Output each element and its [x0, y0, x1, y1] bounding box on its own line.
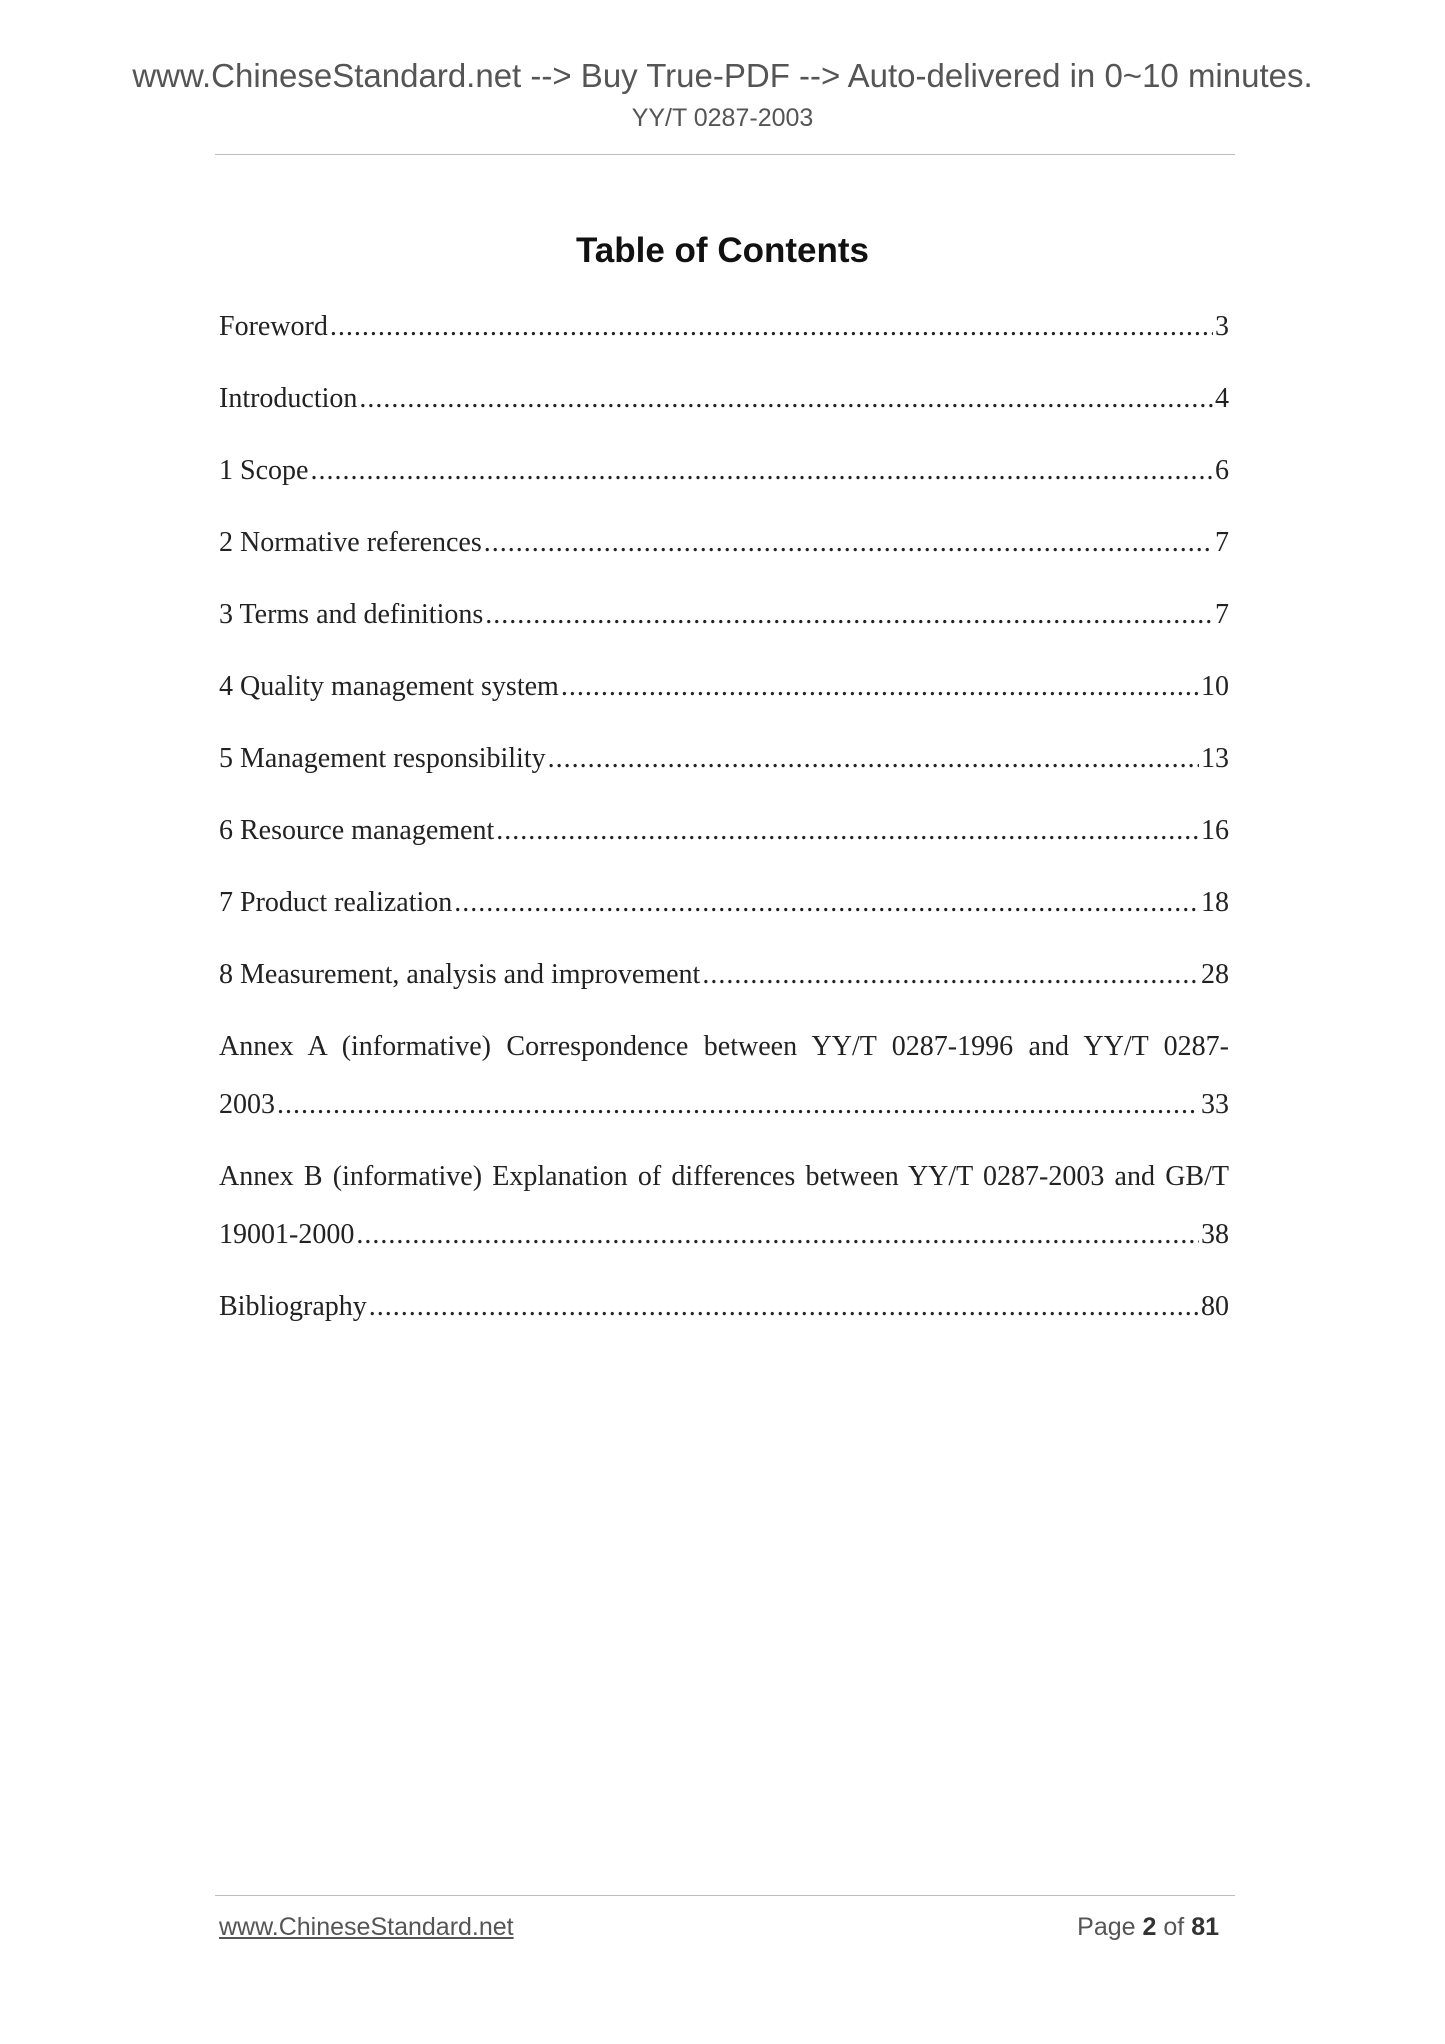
toc-entry-label: 6 Resource management	[219, 815, 495, 846]
dot-leader	[485, 598, 1213, 632]
page-of: of	[1163, 1913, 1185, 1941]
toc-entry-page: 3	[1215, 311, 1229, 342]
toc-entry-label: 7 Product realization	[219, 887, 453, 918]
toc-entry-page: 38	[1201, 1219, 1229, 1250]
footer-divider	[215, 1895, 1235, 1896]
dot-leader	[277, 1088, 1199, 1122]
dot-leader	[484, 526, 1213, 560]
document-code: YY/T 0287-2003	[631, 104, 814, 132]
toc-entry[interactable]	[219, 670, 1229, 704]
toc-entry-label: 2 Normative references	[219, 527, 482, 558]
page-current: 2	[1142, 1913, 1157, 1941]
dot-leader	[454, 886, 1199, 920]
header-banner: www.ChineseStandard.net --> Buy True-PDF --> Auto-delivered in 0~10 minutes.	[132, 57, 1313, 94]
dot-leader	[359, 382, 1213, 416]
toc-entry-label: 2003	[219, 1089, 275, 1120]
toc-entry-page: 18	[1201, 887, 1229, 918]
page-number	[1077, 1910, 1219, 1944]
toc-entry-lead: Annex A (informative) Correspondence between YY/T 0287-1996 and YY/T 0287-	[219, 1031, 1229, 1062]
dot-leader	[561, 670, 1199, 704]
toc-entry-label: Bibliography	[219, 1291, 367, 1322]
toc-entry[interactable]	[219, 886, 1229, 920]
page-word: Page	[1077, 1913, 1136, 1941]
dot-leader	[702, 958, 1199, 992]
toc-entry-page: 33	[1201, 1089, 1229, 1120]
dot-leader	[330, 310, 1213, 344]
toc-entry[interactable]	[219, 526, 1229, 560]
dot-leader	[548, 742, 1199, 776]
toc-entry-label: 3 Terms and definitions	[219, 599, 484, 630]
toc-entry[interactable]	[219, 742, 1229, 776]
toc-entry-page: 6	[1215, 455, 1229, 486]
toc-entry[interactable]	[219, 958, 1229, 992]
dot-leader	[369, 1290, 1199, 1324]
header-divider	[215, 154, 1235, 155]
toc-entry-label: 1 Scope	[219, 455, 309, 486]
toc-entry-label: Introduction	[219, 383, 358, 414]
page-total: 81	[1191, 1913, 1219, 1941]
toc-entry-label: Foreword	[219, 311, 328, 342]
toc-entry-page: 7	[1215, 599, 1229, 630]
toc-entry[interactable]	[219, 1030, 1229, 1122]
toc-entry[interactable]	[219, 1290, 1229, 1324]
toc-entry[interactable]	[219, 310, 1229, 344]
toc-entry[interactable]	[219, 598, 1229, 632]
toc-entry[interactable]	[219, 382, 1229, 416]
toc-entry-lead: Annex B (informative) Explanation of differences between YY/T 0287-2003 and GB/T	[219, 1161, 1229, 1192]
toc-entry-page: 7	[1215, 527, 1229, 558]
toc-entry-label: 5 Management responsibility	[219, 743, 546, 774]
dot-leader	[310, 454, 1213, 488]
toc-entry[interactable]	[219, 454, 1229, 488]
toc-entry-page: 10	[1201, 671, 1229, 702]
toc-entry[interactable]	[219, 1160, 1229, 1252]
table-of-contents	[219, 310, 1229, 1362]
dot-leader	[496, 814, 1199, 848]
toc-entry-label: 4 Quality management system	[219, 671, 559, 702]
toc-entry-page: 16	[1201, 815, 1229, 846]
toc-entry-page: 28	[1201, 959, 1229, 990]
toc-entry-label: 19001-2000	[219, 1219, 355, 1250]
toc-entry-page: 13	[1201, 743, 1229, 774]
toc-entry-page: 80	[1201, 1291, 1229, 1322]
toc-title: Table of Contents	[576, 231, 869, 270]
toc-entry-page: 4	[1215, 383, 1229, 414]
toc-entry[interactable]	[219, 814, 1229, 848]
toc-entry-label: 8 Measurement, analysis and improvement	[219, 959, 701, 990]
footer-site-link[interactable]: www.ChineseStandard.net	[219, 1913, 514, 1941]
dot-leader	[356, 1218, 1199, 1252]
